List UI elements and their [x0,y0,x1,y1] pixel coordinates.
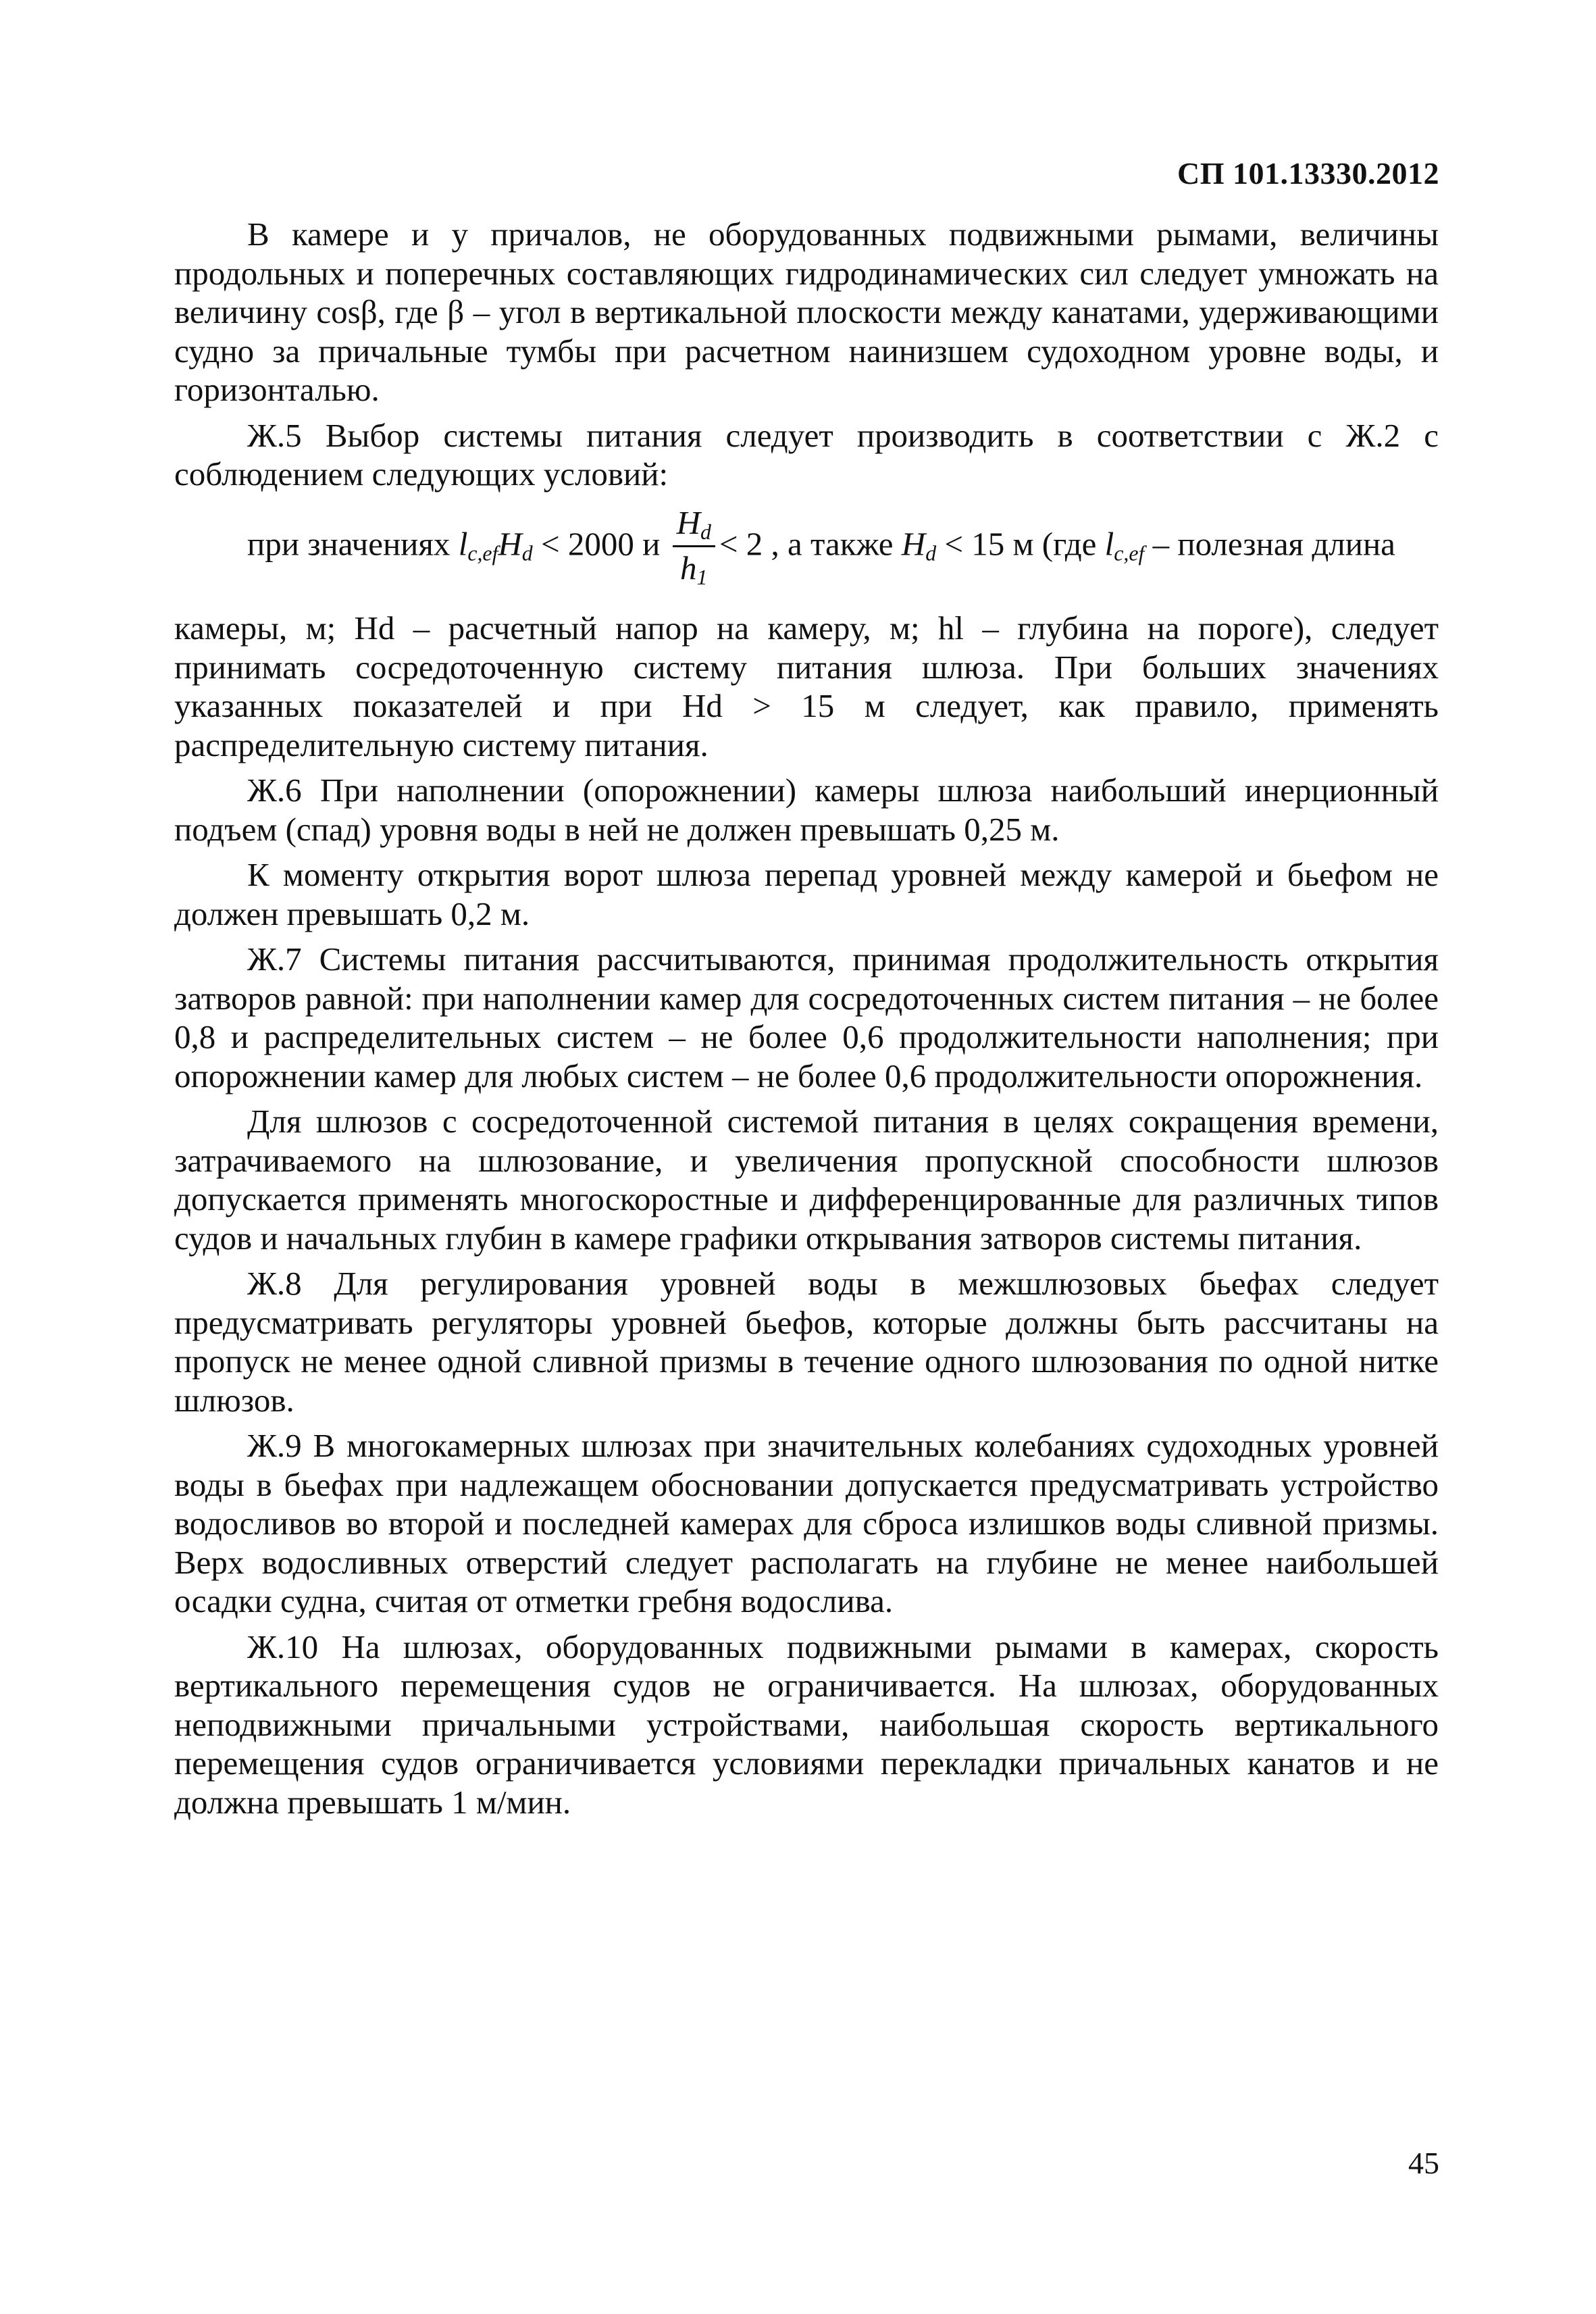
formula-l-sub: c,ef [467,541,498,565]
formula-fraction [673,503,715,590]
formula-l2-symbol: l [1104,525,1114,563]
formula-cond3: < 15 м (где [936,525,1097,563]
paragraph-zh7: Ж.7 Системы питания рассчитываются, принимая продолжительность открытия затворов равной: при наполнении камер для сосредоточенных систем питания – не более 0,8 и распределительных систем – не более 0,6 продолжительности наполнения; при опорожнении камер для любых систем – не более 0,6 продолжительности опорожнения. [174,940,1439,1095]
body-text [174,215,1439,1821]
paragraph: Для шлюзов с сосредоточенной системой питания в целях сокращения времени, затрачиваемого на шлюзование, и увеличения пропускной способности шлюзов допускается применять многоскоростные и дифференцированные для различных типов судов и начальных глубин в камере графики открывания затворов системы питания. [174,1103,1439,1257]
paragraph-zh10: Ж.10 На шлюзах, оборудованных подвижными рымами в камерах, скорость вертикального перемещения судов не ограничивается. На шлюзах, оборудованных неподвижными причальными устройствами, наибольшая скорость вертикального перемещения судов ограничивается условиями перекладки причальных канатов и не должна превышать 1 м/мин. [174,1628,1439,1821]
paragraph: В камере и у причалов, не оборудованных подвижными рымами, величины продольных и поперечных составляющих гидродинамических сил следует умножать на величину cosβ, где β – угол в вертикальной плоскости между канатами, удерживающими судно за причальные тумбы при расчетном наинизшем судоходном уровне воды, и горизонталью. [174,216,1439,408]
paragraph-continuation: камеры, м; Hd – расчетный напор на камеру, м; hl – глубина на пороге), следует принимать сосредоточенную систему питания шлюза. При больших значениях указанных показателей и при Hd > 15 м следует, как правило, применять распределительную систему питания. [174,609,1439,763]
formula-cond1: < 2000 и [532,525,661,563]
formula-tail: – полезная длина [1152,525,1395,563]
paragraph-zh6: Ж.6 При наполнении (опорожнении) камеры шлюза наибольший инерционный подъем (спад) уровня воды в ней не должен превышать 0,25 м. [174,772,1439,848]
formula-h2-symbol: H [901,525,926,563]
formula-lead: при значениях [247,525,451,563]
formula-h-symbol: H [498,525,522,563]
paragraph-zh5: Ж.5 Выбор системы питания следует производить в соответствии с Ж.2 с соблюдением следующих условий: [174,416,1439,493]
formula-cond2: < 2 , а также [719,525,894,563]
paragraph-zh9: Ж.9 В многокамерных шлюзах при значительных колебаниях судоходных уровней воды в бьефах при надлежащем обосновании допускается предусматривать устройство водосливов во второй и последней камерах для сброса излишков воды сливной призмы. Верх водосливных отверстий следует располагать на глубине не менее наибольшей осадки судна, считая от отметки гребня водослива. [174,1427,1439,1620]
fraction-denominator: $h_1$ [680,549,708,590]
document-code: СП 101.13330.2012 [1177,156,1439,191]
paragraph: К моменту открытия ворот шлюза перепад уровней между камерой и бьефом не должен превышать 0,2 м. [174,856,1439,932]
fraction-numerator: $H_d$ [673,506,715,548]
paragraph-zh8: Ж.8 Для регулирования уровней воды в межшлюзовых бьефах следует предусматривать регуляторы уровней бьефов, которые должны быть рассчитаны на пропуск не менее одной сливной призмы в течение одного шлюзования по одной нитке шлюзов. [174,1265,1439,1419]
formula-l-symbol: l [458,525,468,563]
page-number: 45 [1408,2146,1439,2180]
formula-line: при значениях $l_{c,ef}H_d < 2000$ и $\frac{H_d}{h_1}$ < 2 , а также $H_d < 15$ м (где $l_{c,ef}$ – полезная длина [247,503,1395,590]
formula-h-sub: d [521,541,533,565]
